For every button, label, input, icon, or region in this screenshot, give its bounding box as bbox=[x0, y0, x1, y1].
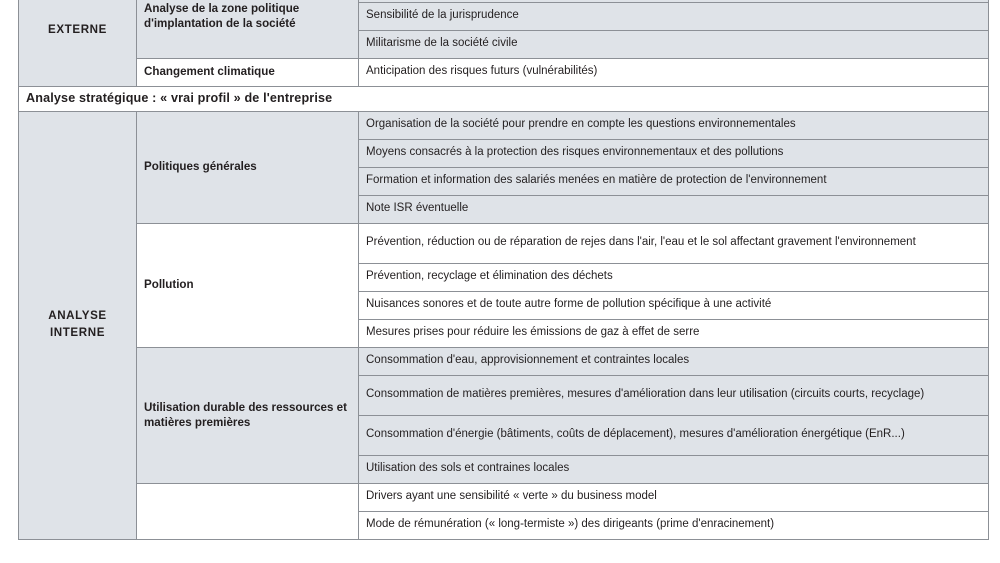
theme-pollution: Pollution bbox=[137, 223, 359, 347]
axis-label-externe: EXTERNE bbox=[19, 0, 137, 87]
table-row bbox=[19, 223, 989, 263]
theme-gouvernance bbox=[137, 483, 359, 539]
item-militarisme-societe-civile: Militarisme de la société civile bbox=[359, 31, 989, 59]
axis-label-line-1: ANALYSE bbox=[48, 309, 107, 323]
table-row bbox=[19, 59, 989, 87]
item-consommation-energie: Consommation d'énergie (bâtiments, coûts de déplacement), mesures d'amélioration énergétique (EnR...) bbox=[359, 415, 989, 455]
item-utilisation-sols: Utilisation des sols et contraines locales bbox=[359, 455, 989, 483]
theme-ressources-matieres-premieres: Utilisation durable des ressources et matières premières bbox=[137, 347, 359, 483]
theme-politiques-generales: Politiques générales bbox=[137, 111, 359, 223]
theme-zone-politique: Analyse de la zone politique d'implantation de la société bbox=[137, 0, 359, 59]
section-band-row bbox=[19, 87, 989, 112]
item-mesures-gaz-effet-serre: Mesures prises pour réduire les émissions de gaz à effet de serre bbox=[359, 319, 989, 347]
item-sensibilite-jurisprudence: Sensibilité de la jurisprudence bbox=[359, 3, 989, 31]
theme-changement-climatique: Changement climatique bbox=[137, 59, 359, 87]
strategic-analysis-table-wrapper bbox=[18, 0, 988, 540]
item-consommation-matieres-premieres: Consommation de matières premières, mesures d'amélioration dans leur utilisation (circuits courts, recyclage) bbox=[359, 375, 989, 415]
item-organisation-societe: Organisation de la société pour prendre en compte les questions environnementales bbox=[359, 111, 989, 139]
section-band-analyse-strategique: Analyse stratégique : « vrai profil » de l'entreprise bbox=[19, 87, 989, 112]
strategic-analysis-table bbox=[18, 0, 989, 540]
item-prevention-reduction-reparation: Prévention, réduction ou de réparation de rejes dans l'air, l'eau et le sol affectant gravement l'environnement bbox=[359, 223, 989, 263]
item-nuisances-sonores: Nuisances sonores et de toute autre forme de pollution spécifique à une activité bbox=[359, 291, 989, 319]
item-formation-information: Formation et information des salariés menées en matière de protection de l'environnement bbox=[359, 167, 989, 195]
axis-label-analyse-interne bbox=[19, 111, 137, 539]
table-row bbox=[19, 483, 989, 511]
item-mode-remuneration-dirigeants: Mode de rémunération (« long-termiste ») des dirigeants (prime d'enracinement) bbox=[359, 511, 989, 539]
table-row bbox=[19, 111, 989, 139]
item-consommation-eau: Consommation d'eau, approvisionnement et contraintes locales bbox=[359, 347, 989, 375]
item-drivers-sensibilite-verte: Drivers ayant une sensibilité « verte » du business model bbox=[359, 483, 989, 511]
table-row bbox=[19, 347, 989, 375]
item-prevention-recyclage-dechets: Prévention, recyclage et élimination des déchets bbox=[359, 263, 989, 291]
item-anticipation-risques-futurs: Anticipation des risques futurs (vulnérabilités) bbox=[359, 59, 989, 87]
item-note-isr: Note ISR éventuelle bbox=[359, 195, 989, 223]
axis-label-line-2: INTERNE bbox=[49, 325, 106, 339]
item-moyens-consacres: Moyens consacrés à la protection des risques environnementaux et des pollutions bbox=[359, 139, 989, 167]
